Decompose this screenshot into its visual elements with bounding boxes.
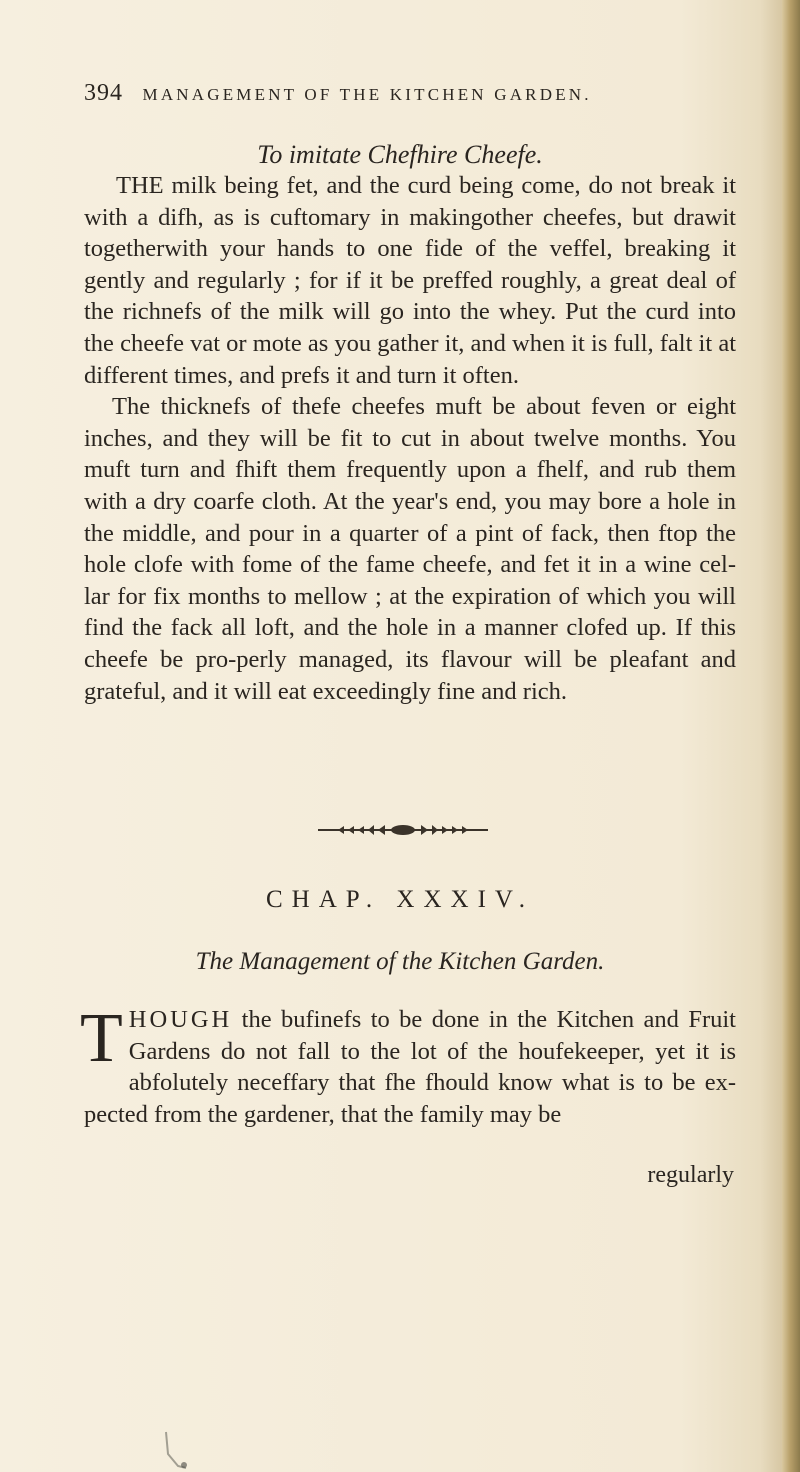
ink-stain-mark	[162, 1430, 202, 1470]
running-header	[84, 80, 724, 107]
catchword: regularly	[647, 1162, 734, 1188]
recipe-body	[84, 170, 736, 707]
running-title: MANAGEMENT OF THE KITCHEN GARDEN.	[142, 85, 592, 104]
page-edge-shadow	[782, 0, 800, 1472]
drop-cap: T	[80, 1000, 123, 1077]
recipe-paragraph-1: THE milk being fet, and the curd being come, do not break it with a difh, as is cuftomary in makingother cheefes, but drawit togetherwith your hands to one fide of the veffel, breaking it gently and regularly ; for if it be preffed roughly, a great deal of the richnefs of the milk will go into the whey. Put the curd into the cheefe vat or mote as you gather it, and when it is full, falt it at different times, and prefs it and turn it often.	[84, 172, 736, 389]
recipe-title: To imitate Chefhire Cheefe.	[257, 140, 543, 169]
chapter-title: The Management of the Kitchen Garden.	[195, 948, 605, 975]
printers-ornament	[318, 824, 488, 836]
chapter-heading: CHAP. XXXIV.	[266, 886, 534, 913]
chapter-opening-text: the bufinefs to be done in the Kitchen and Fruit Gardens do not fall to the lot of the houfekeeper, yet it is abfolutely neceffary that fhe fhould know what is to be ex-pected from the gardener, that the family may be	[84, 1006, 736, 1128]
recipe-paragraph-2: The thicknefs of thefe cheefes muft be about feven or eight inches, and they will be fit to cut in about twelve months. You muft turn and fhift them frequently upon a fhelf, and rub them with a dry coarfe cloth. At the year's end, you may bore a hole in the middle, and pour in a quarter of a pint of fack, then ftop the hole clofe with fome of the fame cheefe, and fet it in a wine cel-lar for fix months to mellow ; at the expiration of which you will find the fack all loft, and the hole in a manner clofed up. If this cheefe be pro-perly managed, its flavour will be pleafant and grateful, and it will eat exceedingly fine and rich.	[84, 393, 736, 705]
page-number: 394	[84, 80, 123, 106]
chapter-opening-paragraph	[80, 1000, 736, 1130]
first-word-rest: HOUGH	[128, 1006, 233, 1033]
chapter-body	[80, 1000, 736, 1130]
